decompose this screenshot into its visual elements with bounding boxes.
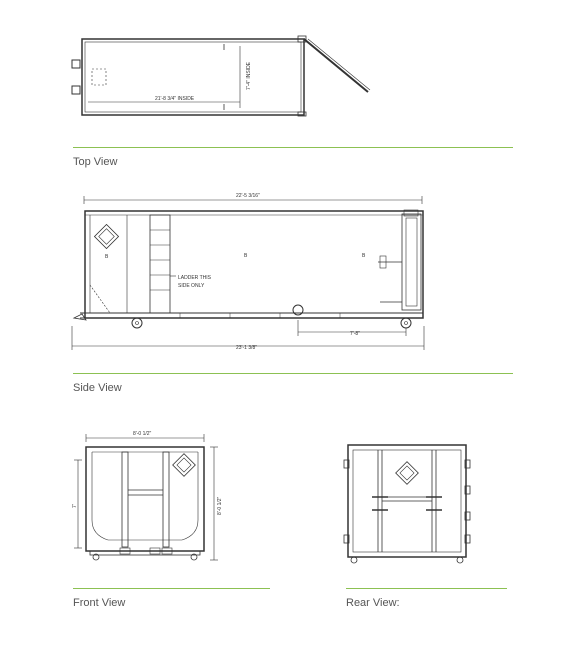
top-view-rule [73, 147, 513, 148]
ladder-note-line2: SIDE ONLY [178, 283, 205, 289]
ladder-note-line1: LADDER THIS [178, 275, 211, 281]
top-view-caption: Top View [73, 156, 118, 168]
front-view-drawing [74, 434, 218, 560]
side-view-drawing [72, 196, 424, 350]
top-view-drawing [72, 36, 370, 116]
side-view-axle-dim: 7'-8" [350, 331, 360, 337]
front-view-width-dim: 8'-0 1/2" [133, 431, 152, 437]
side-marker-1: B [105, 254, 109, 260]
side-marker-3: B [362, 253, 366, 259]
front-view-caption: Front View [73, 597, 126, 609]
top-view-length-dim: 21'-8 3/4" INSIDE [155, 96, 195, 102]
front-view-rule [73, 588, 270, 589]
front-view-height-dim: 8'-0 1/2" [217, 496, 223, 515]
rear-view-caption: Rear View: [346, 597, 400, 609]
side-view-caption: Side View [73, 382, 122, 394]
side-view-top-dim: 22'-5 3/16" [236, 193, 260, 199]
side-marker-2: B [244, 253, 248, 259]
side-view-rule [73, 373, 513, 374]
front-view-inner-height-dim: 7' [72, 504, 78, 508]
rear-view-rule [346, 588, 507, 589]
rear-view-drawing [344, 445, 470, 563]
top-view-width-dim: 7'-4" INSIDE [246, 61, 252, 90]
side-view-bottom-dim: 23'-1 3/8" [236, 345, 258, 351]
